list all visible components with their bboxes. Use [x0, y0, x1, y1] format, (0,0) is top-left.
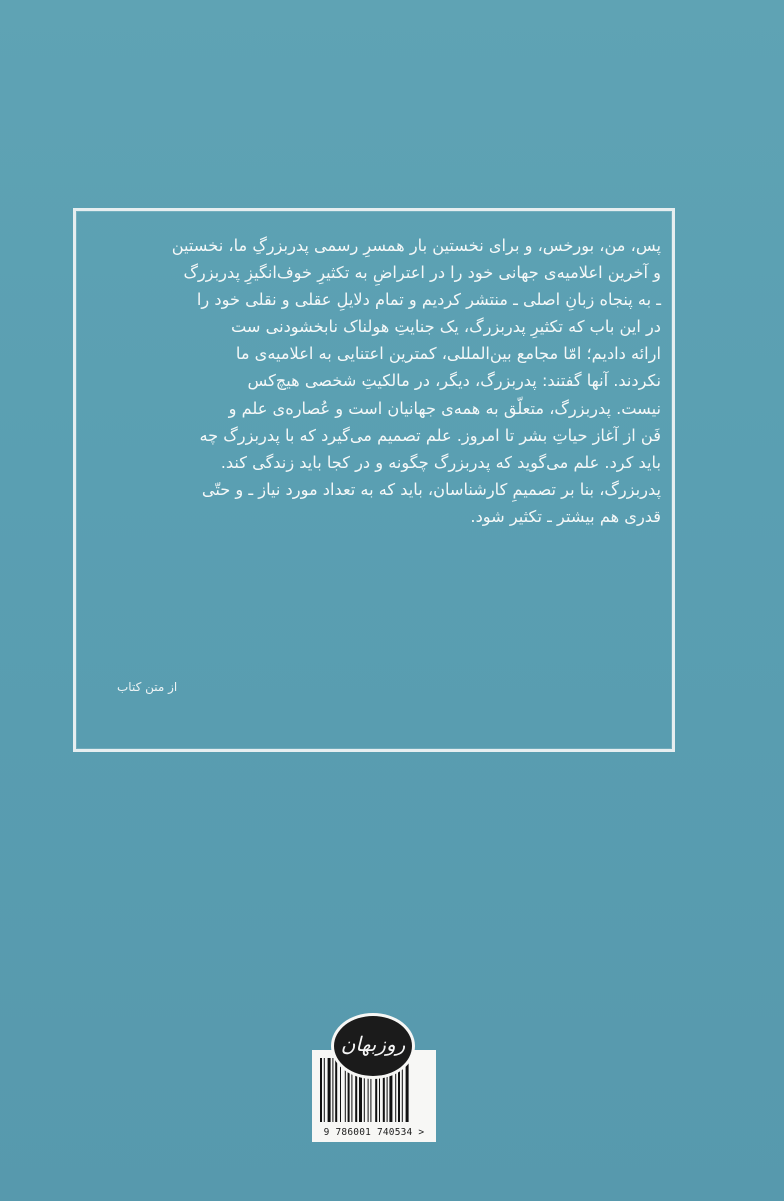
isbn-number: 9 786001 740534 > — [323, 1127, 425, 1138]
excerpt-line: قدری هم بیشتر ـ تکثیر شود. — [470, 506, 661, 526]
excerpt-line: پدربزرگ، بنا بر تصمیمِ کارشناسان، باید که به تعداد مورد نیاز ـ و حتّی — [201, 479, 661, 499]
excerpt-line: ارائه دادیم؛ امّا مجامع بین‌المللی، کمترین اعتنایی به اعلامیه‌ی ما — [235, 344, 661, 364]
excerpt-line: باید کرد. علم می‌گوید که پدربزرگ چگونه و در کجا باید زندگی کند. — [220, 452, 661, 472]
back-cover-excerpt — [87, 232, 661, 530]
excerpt-line: ـ به پنجاه زبانِ اصلی ـ منتشر کردیم و تمام دلایلِ عقلی و نقلی خود را — [196, 290, 661, 310]
publisher-logo — [334, 1016, 412, 1076]
excerpt-line: پس، من، بورخس، و برای نخستین بار همسرِ رسمی پدربزرگِ ما، نخستین — [171, 236, 661, 255]
publisher-logo-text: روزبهان — [340, 1032, 406, 1056]
excerpt-line: و آخرین اعلامیه‌ی جهانی خود را در اعتراضِ به تکثیرِ خوف‌انگیزِ پدربزرگ — [183, 263, 661, 283]
attribution: از متن کتاب — [117, 680, 178, 694]
excerpt-line: نیست. پدربزرگ، متعلّق به همه‌ی جهانیان است و عُصاره‌ی علم و — [228, 398, 661, 418]
excerpt-line: نکردند. آنها گفتند: پدربزرگ، دیگر، در مالکیتِ شخصی هیچ‌کس — [247, 371, 661, 391]
excerpt-line: در این باب که تکثیرِ پدربزرگ، یک جنایتِ هولناک نابخشودنی ست — [230, 317, 661, 337]
excerpt-line: فَن از آغاز حیاتِ بشر تا امروز. علم تصمیم می‌گیرد که با پدربزرگ چه — [199, 425, 661, 445]
